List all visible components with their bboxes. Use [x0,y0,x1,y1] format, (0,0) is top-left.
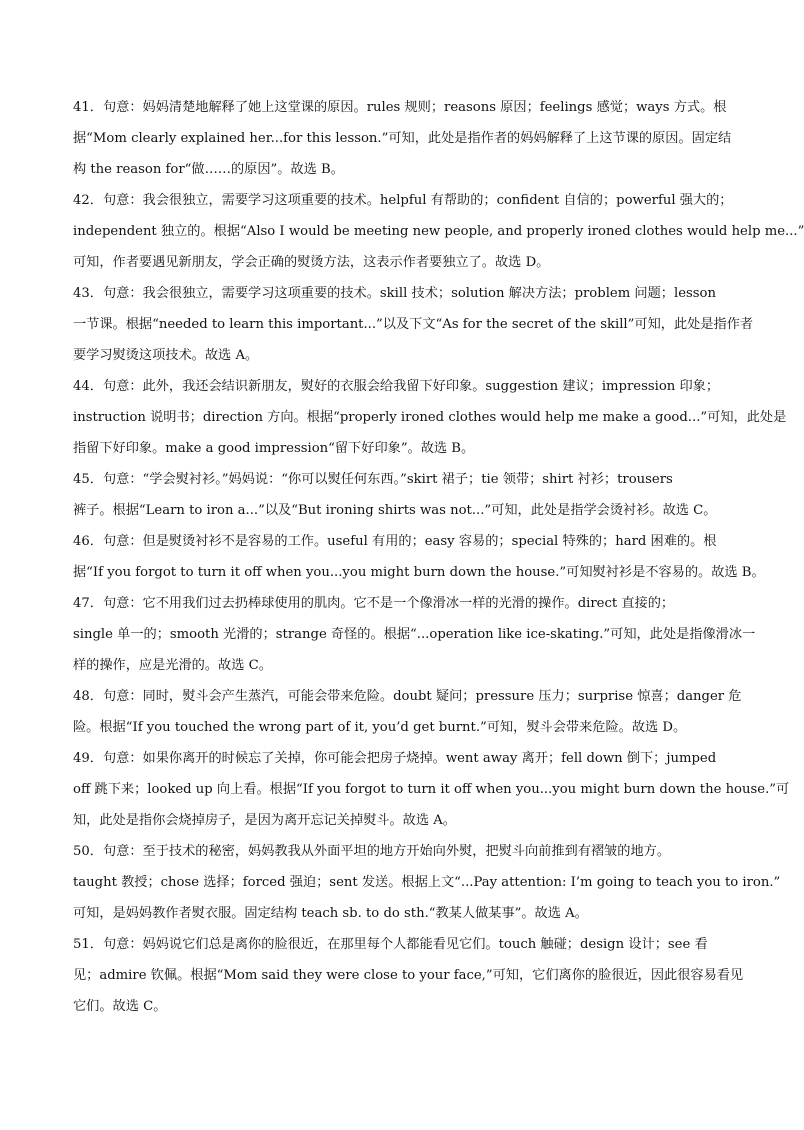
text-line: 见；admire 钦佩。根据“Mom said they were close to your face,”可知，它们离你的脸很近，因此很容易看见 [73,968,744,983]
text-line: single 单一的；smooth 光滑的；strange 奇怪的。根据“...operation like ice-skating.”可知，此处是指像滑冰一 [73,627,756,642]
text-line: 样的操作，应是光滑的。故选 C。 [73,658,272,673]
text-line: 据“If you forgot to turn it off when you...you might burn down the house.”可知熨衬衫是不容易的。故选 B。 [73,565,765,580]
text-line: 可知，作者要遇见新朋友，学会正确的熨烫方法，这表示作者要独立了。故选 D。 [73,255,550,270]
text-line: 43．句意：我会很独立，需要学习这项重要的技术。skill 技术；solution 解决方法；problem 问题；lesson [73,286,716,301]
text-line: 构 the reason for“做……的原因”。故选 B。 [73,162,344,177]
explanation-46 [73,526,765,588]
text-line: 知，此处是指你会烧掉房子，是因为离开忘记关掉熨斗。故选 A。 [73,813,456,828]
text-line: 47．句意：它不用我们过去扔棒球使用的肌肉。它不是一个像滑冰一样的光滑的操作。direct 直接的； [73,596,675,611]
text-line: 46．句意：但是熨烫衬衫不是容易的工作。useful 有用的；easy 容易的；special 特殊的；hard 困难的。根 [73,534,717,549]
text-line: 50．句意：至于技术的秘密，妈妈教我从外面平坦的地方开始向外熨，把熨斗向前推到有褶皱的地方。 [73,844,671,859]
text-line: taught 教授；chose 选择；forced 强迫；sent 发送。根据上文“...Pay attention: I’m going to teach you to iron.” [73,875,781,890]
explanation-47 [73,588,756,681]
text-line: instruction 说明书；direction 方向。根据“properly ironed clothes would help me make a good...”可知，此处是 [73,410,787,425]
text-line: 险。根据“If you touched the wrong part of it, you’d get burnt.”可知，熨斗会带来危险。故选 D。 [73,720,687,735]
explanation-41 [73,92,732,185]
text-line: 44．句意：此外，我还会结识新朋友，熨好的衣服会给我留下好印象。suggestion 建议；impression 印象； [73,379,720,394]
text-line: independent 独立的。根据“Also I would be meeting new people, and properly ironed clothes would help me...” [73,224,804,239]
answer-explanations [73,92,804,1022]
text-line: 指留下好印象。make a good impression“留下好印象”。故选 B。 [73,441,475,456]
text-line: 可知，是妈妈教作者熨衣服。固定结构 teach sb. to do sth.“教某人做某事”。故选 A。 [73,906,588,921]
text-line: 要学习熨烫这项技术。故选 A。 [73,348,259,363]
text-line: 一节课。根据“needed to learn this important...”以及下文“As for the secret of the skill”可知，此处是指作者 [73,317,754,332]
explanation-45 [73,464,725,526]
text-line: 它们。故选 C。 [73,999,167,1014]
text-line: 45．句意：“学会熨衬衫。”妈妈说：“你可以熨任何东西。”skirt 裙子；tie 领带；shirt 衬衫；trousers [73,472,673,487]
text-line: 据“Mom clearly explained her...for this lesson.”可知，此处是指作者的妈妈解释了上这节课的原因。固定结 [73,131,732,146]
explanation-44 [73,371,787,464]
explanation-42 [73,185,804,278]
text-line: 49．句意：如果你离开的时候忘了关掉，你可能会把房子烧掉。went away 离开；fell down 倒下；jumped [73,751,717,766]
explanation-48 [73,681,742,743]
text-line: 41．句意：妈妈清楚地解释了她上这堂课的原因。rules 规则；reasons 原因；feelings 感觉；ways 方式。根 [73,100,727,115]
text-line: off 跳下来；looked up 向上看。根据“If you forgot to turn it off when you...you might burn down the house.”可 [73,782,790,797]
text-line: 48．句意：同时，熨斗会产生蒸汽，可能会带来危险。doubt 疑问；pressure 压力；surprise 惊喜；danger 危 [73,689,742,704]
text-line: 51．句意：妈妈说它们总是离你的脸很近，在那里每个人都能看见它们。touch 触碰；design 设计；see 看 [73,937,708,952]
text-line: 裤子。根据“Learn to iron a...”以及“But ironing shirts was not...”可知，此处是指学会烫衬衫。故选 C。 [73,503,717,518]
text-line: 42．句意：我会很独立，需要学习这项重要的技术。helpful 有帮助的；confident 自信的；powerful 强大的； [73,193,733,208]
explanation-49 [73,743,790,836]
explanation-51 [73,929,744,1022]
explanation-50 [73,836,781,929]
explanation-43 [73,278,754,371]
